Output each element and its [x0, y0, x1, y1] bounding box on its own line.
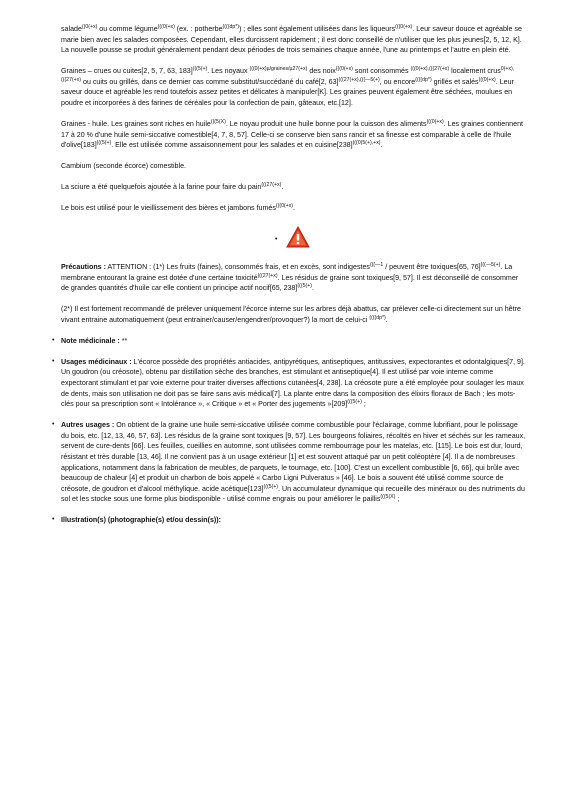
paragraph-graines-crues: Graines – crues ou cuites[2, 5, 7, 63, 183]$^{(((5(+)}$. Les noyaux $^{(((0(+x)\mu/graines/\mu 27(+x)}$ des noix$^{(((0(+x)}$ sont consommés $^{(((0(+x),(((27(+x)}$ localement crus$^{0(+x),(((27(+x)}$ ou cuits ou grillés, dans ce dernier cas comme substitut/succédané du café[2, 63]$^{(((27(+x),(((—5(+)}$, ou encore$^{((((dp*)}$ grillés et salés$^{(((0(+x)}$. Leur saveur douce et agréable les rend toutefois assez petites et délicates à manipuler[K]. Les graines peuvent également être séchées, moulues en poudre et incorporées à des farines de céréales pour la confection de pain, gâteaux, etc.[12].	[61, 65, 515, 107]
paragraph-salade: salade$^{((0(+x)}$ ou comme légume$^{(((0(+x)}$ (ex. : potherbe$^{((((dp*)}$) ; elles sont également utilisées dans les liqueurs$^{(((0(+x)}$. Leur saveur douce et agréable se marie bien avec les salades composées. Cependant, elles durcissent rapidement ; il est donc conseillé de n'utiliser que les plus jeunes[2, 5, 12, K]. La nouvelle pousse se produit généralement pendant deux périodes de trois semaines chaque année, l'une au printemps et l'autre en plein été.	[61, 23, 522, 55]
bullet-dot: •	[52, 336, 55, 344]
paragraph-note-2: (2*) Il est fortement recommandé de prélever uniquement l'écorce interne sur les arbres déjà abattus, car prélever celle-ci directement sur un hêtre vivant entraine automatiquement (peut entrainer/causer/engendrer/provoquer?) la mort de celui-ci $^{((((dp*)}$.	[61, 305, 521, 324]
usage-list	[52, 336, 527, 526]
warning-row	[61, 224, 527, 252]
bullet-dot: •	[52, 516, 55, 524]
bullet-dot: •	[275, 236, 278, 244]
paragraph-graines-huile: Graines - huile. Les graines sont riches en huile$^{(((5(X)}$. Le noyau produit une huile bonne pour la cuisson des aliments$^{(((0(+x)}$. Les graines contiennent 17 à 20 % d'une huile semi-siccative comestible[4, 7, 8, 57]. Celle-ci se conserve bien sans rancir et sa finesse est comparable à celle de l'huile $d'olive[183]^{(((5(+)}$. Elle est utilisée comme assaisonnement pour les salades et en $cuisine[238]^{(((0(5(+),+x)}$.	[61, 118, 523, 150]
list-item-note-medicinale: • Note médicinale : **	[52, 336, 128, 345]
document-page	[52, 23, 527, 536]
paragraph-precautions: Précautions : ATTENTION : (1*) Les fruits (faines), consommés frais, et en excès, sont indigestes$^{(((—1}$ / peuvent être toxiques[65, 76]$^{(((—5(+)}$. La membrane entourant la graine est dotée d'une certaine toxicité$^{(((27(+x)}$. Les résidus de graine sont toxiques[9, 57]. Il est déconseillé de consommer de grandes quantités d'huile car elle contient un principe actif nocif[65, 238]$^{(((5(+)}$.	[61, 261, 519, 293]
list-item-illustrations: • Illustration(s) (photographie(s) et/ou dessin(s)):	[52, 516, 222, 525]
paragraph-sciure: La sciure a été quelquefois ajoutée à la farine pour faire du pain$^{(((27(+x)}$.	[61, 181, 284, 192]
list-item-usages-medicinaux: • Usages médicinaux : L'écorce possède des propriétés antiacides, antipyrétiques, antiseptiques, antitussives, expectorantes et odontalgiques[7, 9]. Un goudron (ou créosote), obtenu par distillation sèche des branches, est stimulant et antiseptique[4]. Il est utilisé par voie interne comme expectorant stimulant et par voie externe pour traiter diverses affections cutanées[4, 238]. La créosote pure a été employée pour soulager les maux de dents, mais son utilisation ne doit pas se faire sans avis médical[7]. La plante entre dans la composition des élixirs floraux de Bach ; les mots-clés pour sa prescription sont « Intolérance », « Critique » et « Porter des jugements $»[209]^{(((5(+)}$ ;	[52, 357, 525, 409]
paragraph-cambium: Cambium (seconde écorce) comestible.	[61, 162, 186, 171]
list-item-autres-usages: • Autres usages : On obtient de la graine une huile semi-siccative utilisée comme combustible pour l'éclairage, comme lubrifiant, pour le polissage du bois, etc. [12, 13, 46, 57, 63]. Les résidus de la graine sont toxiques [9, 57]. Les bourgeons foliaires, récoltés en hiver et séchés sur les rameaux, servent de cure-dents [66]. Les feuilles, cueillies en automne, sont utilisées comme rembourrage pour les matelas, etc. [115]. Le bois est dur, lourd, résistant et très durable [13, 46]. Il ne convient pas à un usage extérieur [1] et est souvent attaqué par un petit coléoptère [4]. Il a de nombreuses applications, notamment dans la fabrication de meubles, de parquets, le tournage, etc. [100]. C'est un excellent combustible [6, 66], qui brûle avec beaucoup de chaleur [4] et produit un charbon de bois appelé « Carbo Ligni Pulveratus » [46]. Le bois a souvent été utilisé comme source de créosote, de goudron et d'alcool méthylique. acide $acétique[123]^{(((5(+)}$. Un accumulateur dynamique qui recueille des minéraux ou des nutriments du sol et les stocke sous une forme plus biodisponible - utilisé comme engrais ou pour améliorer le paillis$^{(((5(X)}$ ;	[52, 421, 526, 504]
bullet-dot: •	[52, 357, 55, 365]
warning-triangle-icon	[286, 226, 310, 248]
paragraph-bois: Le bois est utilisé pour le vieillissement des bières et jambons fumés$^{(((0(+x)}$.	[61, 202, 296, 213]
bullet-dot: •	[52, 421, 55, 429]
